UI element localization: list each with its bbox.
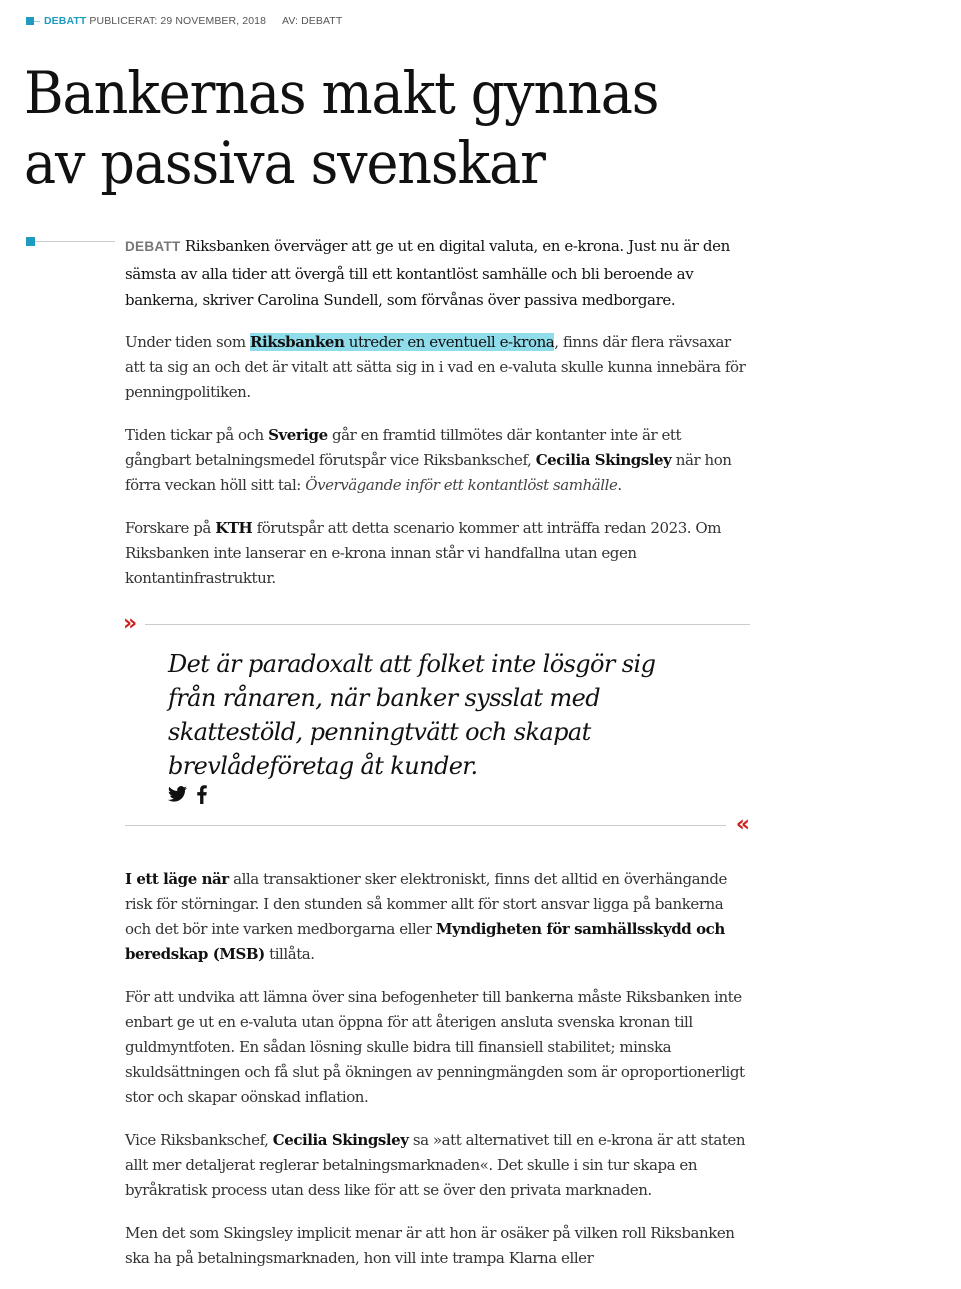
category-link[interactable]: DEBATT <box>44 15 87 27</box>
pull-quote-top-divider <box>145 624 750 625</box>
link-sverige[interactable]: Sverige <box>268 425 328 444</box>
link-msb[interactable]: Myndigheten för samhällsskydd och beredskap (MSB) <box>125 919 725 963</box>
link-cecilia-skingsley[interactable]: Cecilia Skingsley <box>535 450 672 469</box>
text: Under tiden som <box>125 332 250 351</box>
article-title: Bankernas makt gynnas av passiva svenskar <box>24 59 659 197</box>
text: förutspår att detta scenario kommer att inträffa redan 2023. Om Riksbanken inte lanserar en e-krona innan står vi handfallna utan egen kontantinfrastruktur. <box>125 518 722 587</box>
text: sa »att alternativet till en e-krona är att staten allt mer detaljerat reglerar betalningsmarknaden«. Det skulle i sin tur skapa en byråkratisk process utan dess like för att se över den privata marknaden. <box>125 1130 746 1199</box>
article-body <box>125 233 750 1289</box>
published-date: PUBLICERAT: 29 NOVEMBER, 2018 <box>89 15 267 27</box>
bold-lead-in: I ett läge när <box>125 869 229 888</box>
text: Vice Riksbankschef, <box>125 1130 273 1149</box>
paragraph-4 <box>125 867 750 967</box>
link-kth[interactable]: KTH <box>215 518 253 537</box>
text: när hon förra veckan höll sitt tal: <box>125 450 732 494</box>
paragraph-2 <box>125 423 750 498</box>
text: . <box>617 475 622 494</box>
speech-title: Övervägande inför ett kontantlöst samhälle <box>305 475 618 494</box>
lead-text: Riksbanken överväger att ge ut en digital valuta, en e-krona. Just nu är den sämsta av alla tider att övergå till ett kontantlöst samhälle och bli beroende av bankerna, skriver Carolina Sundell, som förvånas över passiva medborgare. <box>125 237 730 309</box>
text: Tiden tickar på och <box>125 425 269 444</box>
article-meta <box>26 15 342 27</box>
text: alla transaktioner sker elektroniskt, finns det alltid en överhängande risk för störningar. I den stunden så kommer allt för stort ansvar ligga på bankerna och det bör inte varken medborgarna eller <box>125 869 727 938</box>
link-riksbanken[interactable]: Riksbanken <box>249 332 345 351</box>
text: tillåta. <box>264 944 315 963</box>
category-dash <box>34 21 40 22</box>
text: går en framtid tillmötes där kontanter inte är ett gångbart betalningsmedel förutspår vice Riksbankschef, <box>125 425 682 469</box>
paragraph-3 <box>125 516 750 591</box>
lead-divider <box>35 241 115 242</box>
pull-quote-text: Det är paradoxalt att folket inte lösgör sig från rånaren, när banker sysslat med skattestöld, penningtvätt och skapat brevlådeföretag åt kunder. <box>168 649 656 780</box>
text: utreder en eventuell e-krona <box>344 332 555 351</box>
paragraph-6 <box>125 1128 750 1203</box>
paragraph-5: För att undvika att lämna över sina befogenheter till bankerna måste Riksbanken inte enbart ge ut en e-valuta utan öppna för att återigen ansluta svenska kronan till guldmyntfoten. En sådan lösning skulle bidra till finansiell stabilitet; minska skuldsättningen och få slut på ökningen av penningmängden som är oproportionerligt stor och skapar oönskad inflation. <box>125 987 745 1106</box>
paragraph-1 <box>125 330 750 405</box>
twitter-icon[interactable] <box>168 786 187 802</box>
paragraph-7: Men det som Skingsley implicit menar är att hon är osäker på vilken roll Riksbanken ska ha på betalningsmarknaden, hon vill inte trampa Klarna eller <box>125 1223 735 1267</box>
highlighted-text <box>250 333 554 351</box>
pull-quote <box>123 610 750 837</box>
category-square-icon <box>26 17 34 25</box>
lead-kicker: DEBATT <box>125 239 181 254</box>
quote-close-icon: « <box>735 811 750 837</box>
text: Forskare på <box>125 518 216 537</box>
lead-square-icon <box>26 237 35 246</box>
share-buttons <box>168 785 207 804</box>
quote-open-icon: » <box>123 610 138 636</box>
link-cecilia-skingsley[interactable]: Cecilia Skingsley <box>272 1130 409 1149</box>
article-lead <box>125 233 750 314</box>
pull-quote-bottom-divider <box>125 825 726 826</box>
lead-marker <box>26 237 115 246</box>
author-byline: AV: DEBATT <box>282 15 343 27</box>
facebook-icon[interactable] <box>197 785 207 804</box>
text: , finns där flera rävsaxar att ta sig an och det är vitalt att sätta sig in i vad en e-valuta skulle kunna innebära för penningpolitiken. <box>125 332 746 401</box>
